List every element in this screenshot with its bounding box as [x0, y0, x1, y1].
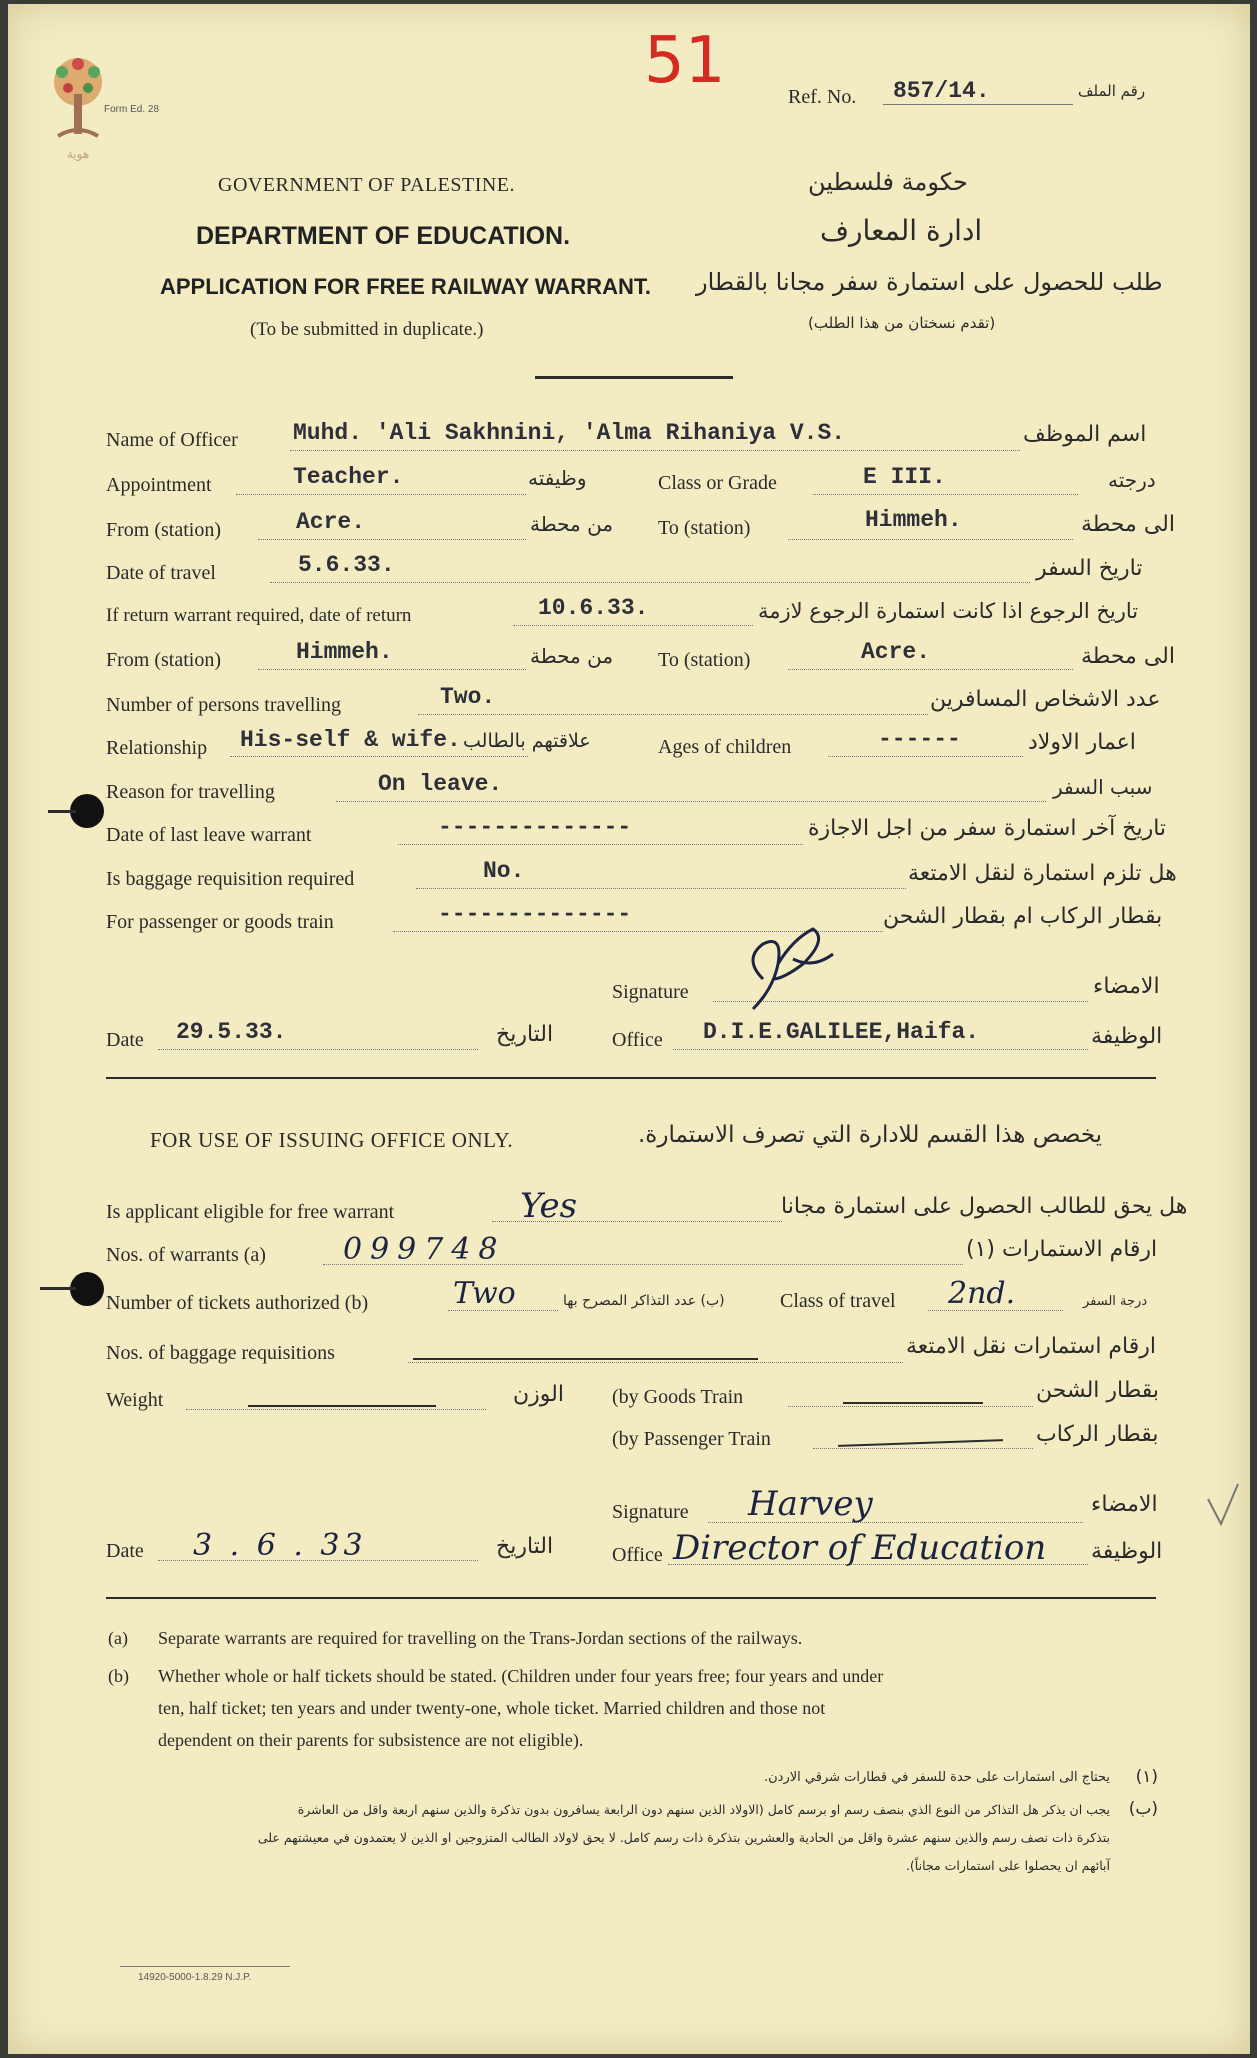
from-station-label: From (station) [106, 519, 221, 541]
office-value: D.I.E.GALILEE,Haifa. [703, 1019, 980, 1045]
return-to-value: Acre. [861, 639, 931, 665]
return-from-label-ar: من محطة [530, 644, 614, 668]
issuing-office-value: Director of Education [673, 1528, 1047, 1568]
issuing-office-label-ar: الوظيفة [1091, 1539, 1163, 1564]
signature-label: Signature [612, 981, 689, 1003]
form-title: APPLICATION FOR FREE RAILWAY WARRANT. [160, 274, 651, 299]
note-ar-b1: يجب ان يذكر هل التذاكر من النوع الذي بنصف رسم او برسم كامل (الاولاد الذين سنهم دون الرابعة يسافرون بدون تذكرة والذين سنهم اربعة واقل من العاشرة [297, 1802, 1110, 1817]
note-b-mark: (b) [108, 1666, 129, 1686]
passenger-train-label-ar: بقطار الركاب [1036, 1422, 1159, 1447]
persons-value: Two. [440, 684, 496, 710]
name-label-ar: اسم الموظف [1023, 422, 1147, 447]
signature-label-ar: الامضاء [1093, 974, 1160, 999]
issuing-office-label: Office [612, 1544, 663, 1566]
document-page [8, 4, 1250, 2054]
note-b-line2: ten, half ticket; ten years and under twenty-one, whole ticket. Married children and those not [158, 1698, 826, 1718]
name-value: Muhd. 'Ali Sakhnini, 'Alma Rihaniya V.S. [293, 420, 846, 446]
gov-title: GOVERNMENT OF PALESTINE. [218, 174, 516, 196]
note-ar-b2: بتذكرة ذات نصف رسم والذين سنهم عشرة واقل من الحادية والعشرين بتذكرة ذات رسم كامل. لا يحق لاولاد الطالب المتزوجين او الذين لا يعتمدون في معيشتهم على [257, 1830, 1110, 1845]
class-label: Class or Grade [658, 472, 777, 494]
warrants-label-ar: ارقام الاستمارات (١) [966, 1237, 1158, 1262]
train-label-ar: بقطار الركاب ام بقطار الشحن [883, 904, 1163, 929]
persons-label: Number of persons travelling [106, 694, 341, 716]
date-travel-label-ar: تاريخ السفر [1036, 556, 1143, 581]
issuing-date-label-ar: التاريخ [496, 1534, 554, 1559]
relationship-label-ar: علاقتهم بالطالب [463, 730, 591, 752]
return-date-value: 10.6.33. [538, 595, 649, 621]
eligible-label-ar: هل يحق للطالب الحصول على استمارة مجانا [781, 1194, 1188, 1219]
persons-label-ar: عدد الاشخاص المسافرين [930, 687, 1161, 712]
appointment-label-ar: وظيفته [528, 466, 587, 490]
tickets-label-ar: (ب) عدد التذاكر المصرح بها [563, 1293, 725, 1309]
dept-title: DEPARTMENT OF EDUCATION. [196, 222, 571, 250]
date-travel-value: 5.6.33. [298, 552, 395, 578]
form-subtitle-ar: (تقدم نسختان من هذا الطلب) [808, 314, 996, 332]
ref-label-ar: رقم الملف [1078, 82, 1146, 100]
note-ar-b3: آبائهم ان يحصلوا على استمارات مجاناً). [905, 1858, 1110, 1873]
issuing-date-value: 3 . 6 . 33 [193, 1528, 367, 1563]
from-station-value: Acre. [296, 509, 366, 535]
return-date-label: If return warrant required, date of return [106, 605, 412, 626]
eligible-value: Yes [520, 1186, 578, 1226]
appointment-label: Appointment [106, 474, 212, 496]
form-subtitle: (To be submitted in duplicate.) [250, 319, 484, 340]
note-a-mark: (a) [108, 1628, 128, 1648]
header-divider [535, 376, 733, 379]
baggage-label-ar: هل تلزم استمارة لنقل الامتعة [908, 861, 1177, 886]
date-value: 29.5.33. [176, 1019, 287, 1045]
ages-label: Ages of children [658, 736, 792, 758]
issuing-date-label: Date [106, 1540, 144, 1562]
eligible-label: Is applicant eligible for free warrant [106, 1201, 395, 1223]
goods-train-label: (by Goods Train [612, 1386, 744, 1408]
to-station-label-ar: الى محطة [1081, 512, 1175, 537]
return-from-value: Himmeh. [296, 639, 393, 665]
warrants-label: Nos. of warrants (a) [106, 1244, 266, 1266]
dept-title-ar: ادارة المعارف [820, 214, 983, 247]
issuing-heading-ar: يخصص هذا القسم للادارة التي تصرف الاستمارة. [638, 1122, 1103, 1148]
travel-class-label: Class of travel [780, 1290, 896, 1312]
to-station-value: Himmeh. [865, 507, 962, 533]
relationship-label: Relationship [106, 737, 208, 759]
warrants-value: 099748 [343, 1232, 506, 1267]
train-label: For passenger or goods train [106, 911, 334, 933]
return-from-label: From (station) [106, 649, 221, 671]
travel-class-value: 2nd. [948, 1276, 1016, 1311]
tickets-label: Number of tickets authorized (b) [106, 1292, 369, 1314]
tickets-value: Two [453, 1276, 516, 1311]
ref-label: Ref. No. [788, 86, 857, 108]
baggage-req-label: Nos. of baggage requisitions [106, 1342, 335, 1364]
weight-label-ar: الوزن [513, 1382, 564, 1407]
return-to-label-ar: الى محطة [1081, 644, 1175, 669]
goods-train-label-ar: بقطار الشحن [1036, 1378, 1160, 1403]
class-value: E III. [863, 464, 946, 490]
last-leave-label-ar: تاريخ آخر استمارة سفر من اجل الاجازة [808, 816, 1167, 841]
ages-value: ------ [878, 726, 961, 752]
margin-mark [1203, 1479, 1243, 1539]
passenger-train-label: (by Passenger Train [612, 1428, 771, 1450]
issuing-signature: Harvey [748, 1484, 873, 1524]
baggage-value: No. [483, 858, 525, 884]
red-file-number: 51 [644, 24, 726, 98]
office-label: Office [612, 1029, 663, 1051]
travel-class-label-ar: درجة السفر [1083, 1294, 1148, 1309]
ref-value: 857/14. [893, 78, 990, 104]
ages-label-ar: اعمار الاولاد [1028, 730, 1136, 755]
relationship-value: His-self & wife. [240, 727, 461, 753]
form-title-ar: طلب للحصول على استمارة سفر مجانا بالقطار [696, 268, 1163, 296]
reason-value: On leave. [378, 771, 503, 797]
date-travel-label: Date of travel [106, 562, 216, 584]
name-label: Name of Officer [106, 429, 238, 451]
note-ar-b-mark: (ب) [1128, 1799, 1158, 1819]
baggage-label: Is baggage requisition required [106, 868, 355, 890]
train-value: -------------- [438, 901, 632, 927]
last-leave-value: -------------- [438, 814, 632, 840]
section-divider [106, 1077, 1156, 1079]
class-label-ar: درجته [1108, 468, 1156, 492]
print-code: 14920-5000-1.8.29 N.J.P. [138, 1972, 252, 1983]
date-label-ar: التاريخ [496, 1022, 554, 1047]
note-b-line1: Whether whole or half tickets should be stated. (Children under four years free; four years and under [158, 1666, 884, 1686]
reason-label: Reason for travelling [106, 781, 275, 803]
appointment-value: Teacher. [293, 464, 404, 490]
date-label: Date [106, 1029, 144, 1051]
note-ar-a: يحتاج الى استمارات على حدة للسفر في قطارات شرقي الاردن. [764, 1770, 1110, 1785]
issuing-heading: FOR USE OF ISSUING OFFICE ONLY. [150, 1128, 514, 1152]
issuing-signature-label-ar: الامضاء [1091, 1492, 1158, 1517]
reason-label-ar: سبب السفر [1053, 775, 1153, 799]
applicant-signature [733, 919, 843, 1019]
note-b-line3: dependent on their parents for subsistence are not eligible). [158, 1730, 584, 1750]
from-station-label-ar: من محطة [530, 512, 614, 536]
form-edition: Form Ed. 28 [104, 104, 160, 115]
baggage-req-label-ar: ارقام استمارات نقل الامتعة [906, 1334, 1157, 1359]
notes-divider [106, 1597, 1156, 1599]
svg-text:هوية: هوية [66, 147, 90, 161]
office-label-ar: الوظيفة [1091, 1024, 1163, 1049]
issuing-signature-label: Signature [612, 1501, 689, 1523]
to-station-label: To (station) [658, 517, 751, 539]
return-date-label-ar: تاريخ الرجوع اذا كانت استمارة الرجوع لازمة [758, 599, 1139, 623]
note-a-text: Separate warrants are required for travelling on the Trans-Jordan sections of the railways. [158, 1628, 803, 1648]
last-leave-label: Date of last leave warrant [106, 824, 312, 846]
gov-title-ar: حكومة فلسطين [808, 168, 968, 196]
return-to-label: To (station) [658, 649, 751, 671]
note-ar-a-mark: (١) [1135, 1767, 1158, 1787]
weight-label: Weight [106, 1389, 164, 1411]
